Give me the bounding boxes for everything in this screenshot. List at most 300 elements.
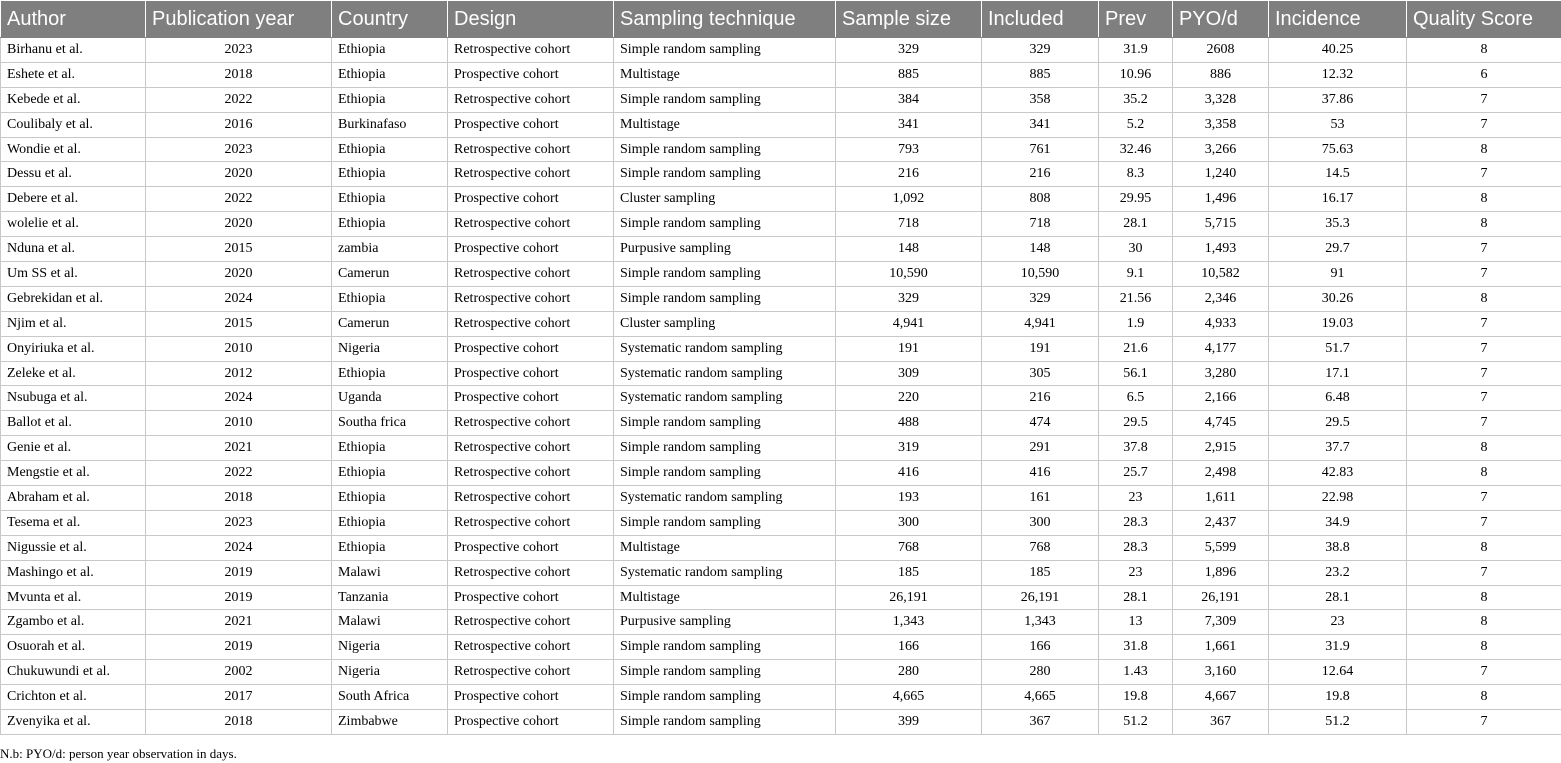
table-row	[1, 685, 1561, 710]
cell-pyo-d: 2,166	[1173, 386, 1269, 411]
cell-sampling-technique: Simple random sampling	[614, 411, 836, 436]
cell-country: Camerun	[332, 262, 448, 287]
cell-quality-score: 7	[1407, 411, 1561, 436]
cell-included: 10,590	[982, 262, 1099, 287]
cell-country: Ethiopia	[332, 162, 448, 187]
cell-author: Nduna et al.	[1, 237, 146, 262]
cell-pyo-d: 1,896	[1173, 560, 1269, 585]
cell-prev: 30	[1099, 237, 1173, 262]
cell-incidence: 23	[1269, 610, 1407, 635]
table-row	[1, 411, 1561, 436]
cell-prev: 5.2	[1099, 112, 1173, 137]
table-row	[1, 237, 1561, 262]
cell-sampling-technique: Systematic random sampling	[614, 486, 836, 511]
cell-prev: 28.1	[1099, 585, 1173, 610]
table-row	[1, 311, 1561, 336]
cell-pyo-d: 7,309	[1173, 610, 1269, 635]
cell-sampling-technique: Multistage	[614, 585, 836, 610]
cell-included: 191	[982, 336, 1099, 361]
cell-country: South Africa	[332, 685, 448, 710]
cell-prev: 23	[1099, 560, 1173, 585]
cell-design: Prospective cohort	[448, 685, 614, 710]
cell-publication-year: 2023	[146, 38, 332, 63]
cell-author: wolelie et al.	[1, 212, 146, 237]
cell-incidence: 19.03	[1269, 311, 1407, 336]
cell-included: 26,191	[982, 585, 1099, 610]
cell-quality-score: 8	[1407, 585, 1561, 610]
cell-sample-size: 4,665	[836, 685, 982, 710]
cell-incidence: 75.63	[1269, 137, 1407, 162]
cell-pyo-d: 3,266	[1173, 137, 1269, 162]
cell-country: Zimbabwe	[332, 710, 448, 735]
cell-design: Retrospective cohort	[448, 486, 614, 511]
cell-sample-size: 10,590	[836, 262, 982, 287]
cell-pyo-d: 2,498	[1173, 461, 1269, 486]
column-header-sample-size: Sample size	[836, 1, 982, 38]
cell-quality-score: 7	[1407, 361, 1561, 386]
cell-quality-score: 7	[1407, 660, 1561, 685]
cell-sample-size: 280	[836, 660, 982, 685]
table-row	[1, 262, 1561, 287]
cell-design: Retrospective cohort	[448, 610, 614, 635]
cell-author: Dessu et al.	[1, 162, 146, 187]
cell-prev: 9.1	[1099, 262, 1173, 287]
cell-pyo-d: 3,280	[1173, 361, 1269, 386]
cell-design: Prospective cohort	[448, 386, 614, 411]
cell-sample-size: 148	[836, 237, 982, 262]
cell-country: Ethiopia	[332, 486, 448, 511]
cell-pyo-d: 2,346	[1173, 286, 1269, 311]
cell-prev: 6.5	[1099, 386, 1173, 411]
cell-included: 329	[982, 38, 1099, 63]
cell-design: Retrospective cohort	[448, 660, 614, 685]
cell-publication-year: 2024	[146, 535, 332, 560]
cell-sample-size: 26,191	[836, 585, 982, 610]
cell-prev: 32.46	[1099, 137, 1173, 162]
cell-country: Nigeria	[332, 336, 448, 361]
cell-pyo-d: 4,745	[1173, 411, 1269, 436]
table-row	[1, 62, 1561, 87]
cell-incidence: 35.3	[1269, 212, 1407, 237]
cell-author: Wondie et al.	[1, 137, 146, 162]
cell-publication-year: 2015	[146, 237, 332, 262]
cell-incidence: 6.48	[1269, 386, 1407, 411]
cell-quality-score: 8	[1407, 610, 1561, 635]
cell-sampling-technique: Simple random sampling	[614, 685, 836, 710]
cell-included: 185	[982, 560, 1099, 585]
cell-included: 161	[982, 486, 1099, 511]
table-row	[1, 510, 1561, 535]
cell-publication-year: 2021	[146, 436, 332, 461]
cell-author: Osuorah et al.	[1, 635, 146, 660]
cell-prev: 21.6	[1099, 336, 1173, 361]
cell-author: Abraham et al.	[1, 486, 146, 511]
cell-quality-score: 8	[1407, 461, 1561, 486]
cell-design: Retrospective cohort	[448, 286, 614, 311]
cell-design: Prospective cohort	[448, 361, 614, 386]
cell-included: 885	[982, 62, 1099, 87]
cell-incidence: 16.17	[1269, 187, 1407, 212]
cell-sampling-technique: Systematic random sampling	[614, 361, 836, 386]
cell-sample-size: 185	[836, 560, 982, 585]
table-row	[1, 386, 1561, 411]
cell-author: Birhanu et al.	[1, 38, 146, 63]
cell-country: Ethiopia	[332, 137, 448, 162]
cell-author: Njim et al.	[1, 311, 146, 336]
cell-pyo-d: 886	[1173, 62, 1269, 87]
cell-sample-size: 216	[836, 162, 982, 187]
cell-publication-year: 2020	[146, 162, 332, 187]
cell-pyo-d: 3,328	[1173, 87, 1269, 112]
cell-pyo-d: 2,915	[1173, 436, 1269, 461]
cell-sampling-technique: Systematic random sampling	[614, 386, 836, 411]
cell-quality-score: 7	[1407, 112, 1561, 137]
cell-country: Nigeria	[332, 660, 448, 685]
cell-design: Retrospective cohort	[448, 560, 614, 585]
cell-sample-size: 399	[836, 710, 982, 735]
cell-included: 216	[982, 162, 1099, 187]
cell-sampling-technique: Systematic random sampling	[614, 336, 836, 361]
cell-included: 416	[982, 461, 1099, 486]
cell-country: Tanzania	[332, 585, 448, 610]
table-row	[1, 187, 1561, 212]
cell-author: Debere et al.	[1, 187, 146, 212]
column-header-country: Country	[332, 1, 448, 38]
cell-sampling-technique: Purpusive sampling	[614, 237, 836, 262]
table-row	[1, 361, 1561, 386]
cell-included: 761	[982, 137, 1099, 162]
cell-sampling-technique: Simple random sampling	[614, 660, 836, 685]
cell-quality-score: 7	[1407, 262, 1561, 287]
cell-prev: 13	[1099, 610, 1173, 635]
table-row	[1, 560, 1561, 585]
cell-design: Prospective cohort	[448, 237, 614, 262]
cell-quality-score: 7	[1407, 162, 1561, 187]
cell-publication-year: 2023	[146, 137, 332, 162]
cell-publication-year: 2018	[146, 62, 332, 87]
table-row	[1, 660, 1561, 685]
column-header-incidence: Incidence	[1269, 1, 1407, 38]
cell-design: Retrospective cohort	[448, 461, 614, 486]
cell-included: 808	[982, 187, 1099, 212]
cell-quality-score: 7	[1407, 510, 1561, 535]
cell-author: Zeleke et al.	[1, 361, 146, 386]
cell-prev: 19.8	[1099, 685, 1173, 710]
cell-sampling-technique: Simple random sampling	[614, 137, 836, 162]
cell-country: Malawi	[332, 560, 448, 585]
cell-design: Retrospective cohort	[448, 137, 614, 162]
cell-sampling-technique: Multistage	[614, 535, 836, 560]
cell-quality-score: 7	[1407, 237, 1561, 262]
cell-country: Uganda	[332, 386, 448, 411]
cell-included: 166	[982, 635, 1099, 660]
cell-prev: 1.9	[1099, 311, 1173, 336]
cell-sample-size: 319	[836, 436, 982, 461]
table-row	[1, 486, 1561, 511]
cell-sample-size: 768	[836, 535, 982, 560]
cell-country: Ethiopia	[332, 461, 448, 486]
cell-sample-size: 1,092	[836, 187, 982, 212]
cell-publication-year: 2023	[146, 510, 332, 535]
cell-incidence: 28.1	[1269, 585, 1407, 610]
cell-incidence: 29.5	[1269, 411, 1407, 436]
cell-sample-size: 384	[836, 87, 982, 112]
cell-incidence: 34.9	[1269, 510, 1407, 535]
cell-included: 280	[982, 660, 1099, 685]
cell-author: Zgambo et al.	[1, 610, 146, 635]
cell-sample-size: 718	[836, 212, 982, 237]
cell-design: Retrospective cohort	[448, 436, 614, 461]
cell-sample-size: 193	[836, 486, 982, 511]
cell-publication-year: 2022	[146, 87, 332, 112]
cell-quality-score: 8	[1407, 212, 1561, 237]
table-row	[1, 137, 1561, 162]
cell-publication-year: 2010	[146, 336, 332, 361]
cell-country: Camerun	[332, 311, 448, 336]
cell-country: Ethiopia	[332, 187, 448, 212]
cell-pyo-d: 4,667	[1173, 685, 1269, 710]
cell-country: Nigeria	[332, 635, 448, 660]
cell-sample-size: 885	[836, 62, 982, 87]
cell-design: Retrospective cohort	[448, 87, 614, 112]
cell-author: Nsubuga et al.	[1, 386, 146, 411]
cell-incidence: 14.5	[1269, 162, 1407, 187]
cell-country: Burkinafaso	[332, 112, 448, 137]
cell-incidence: 30.26	[1269, 286, 1407, 311]
cell-sampling-technique: Simple random sampling	[614, 461, 836, 486]
table-row	[1, 535, 1561, 560]
cell-sampling-technique: Simple random sampling	[614, 38, 836, 63]
cell-author: Mengstie et al.	[1, 461, 146, 486]
cell-design: Retrospective cohort	[448, 212, 614, 237]
cell-incidence: 51.2	[1269, 710, 1407, 735]
cell-publication-year: 2016	[146, 112, 332, 137]
cell-prev: 31.9	[1099, 38, 1173, 63]
cell-sample-size: 300	[836, 510, 982, 535]
cell-incidence: 31.9	[1269, 635, 1407, 660]
cell-publication-year: 2018	[146, 486, 332, 511]
cell-publication-year: 2020	[146, 212, 332, 237]
cell-author: Tesema et al.	[1, 510, 146, 535]
cell-quality-score: 8	[1407, 38, 1561, 63]
cell-sampling-technique: Cluster sampling	[614, 311, 836, 336]
cell-author: Mashingo et al.	[1, 560, 146, 585]
cell-included: 367	[982, 710, 1099, 735]
cell-included: 300	[982, 510, 1099, 535]
cell-sampling-technique: Simple random sampling	[614, 212, 836, 237]
cell-incidence: 37.7	[1269, 436, 1407, 461]
cell-pyo-d: 5,715	[1173, 212, 1269, 237]
cell-sample-size: 220	[836, 386, 982, 411]
cell-included: 4,665	[982, 685, 1099, 710]
cell-incidence: 19.8	[1269, 685, 1407, 710]
table-row	[1, 610, 1561, 635]
cell-country: Ethiopia	[332, 212, 448, 237]
table-row	[1, 212, 1561, 237]
cell-design: Prospective cohort	[448, 336, 614, 361]
cell-publication-year: 2017	[146, 685, 332, 710]
cell-country: Malawi	[332, 610, 448, 635]
cell-prev: 37.8	[1099, 436, 1173, 461]
cell-incidence: 40.25	[1269, 38, 1407, 63]
cell-quality-score: 7	[1407, 87, 1561, 112]
cell-publication-year: 2019	[146, 585, 332, 610]
cell-pyo-d: 2608	[1173, 38, 1269, 63]
cell-quality-score: 8	[1407, 685, 1561, 710]
cell-design: Prospective cohort	[448, 112, 614, 137]
table-row	[1, 286, 1561, 311]
cell-prev: 25.7	[1099, 461, 1173, 486]
cell-prev: 29.95	[1099, 187, 1173, 212]
cell-country: Ethiopia	[332, 510, 448, 535]
column-header-design: Design	[448, 1, 614, 38]
cell-included: 4,941	[982, 311, 1099, 336]
cell-included: 1,343	[982, 610, 1099, 635]
cell-prev: 51.2	[1099, 710, 1173, 735]
table-row	[1, 38, 1561, 63]
cell-design: Retrospective cohort	[448, 635, 614, 660]
cell-quality-score: 6	[1407, 62, 1561, 87]
cell-publication-year: 2022	[146, 187, 332, 212]
cell-incidence: 51.7	[1269, 336, 1407, 361]
cell-included: 216	[982, 386, 1099, 411]
cell-included: 305	[982, 361, 1099, 386]
cell-quality-score: 8	[1407, 187, 1561, 212]
cell-country: zambia	[332, 237, 448, 262]
cell-pyo-d: 4,933	[1173, 311, 1269, 336]
cell-country: Ethiopia	[332, 286, 448, 311]
cell-design: Prospective cohort	[448, 62, 614, 87]
cell-incidence: 23.2	[1269, 560, 1407, 585]
cell-design: Retrospective cohort	[448, 262, 614, 287]
cell-prev: 28.3	[1099, 535, 1173, 560]
cell-quality-score: 8	[1407, 286, 1561, 311]
cell-quality-score: 7	[1407, 311, 1561, 336]
cell-pyo-d: 367	[1173, 710, 1269, 735]
cell-sampling-technique: Purpusive sampling	[614, 610, 836, 635]
table-row	[1, 635, 1561, 660]
cell-sample-size: 309	[836, 361, 982, 386]
cell-sample-size: 341	[836, 112, 982, 137]
cell-author: Eshete et al.	[1, 62, 146, 87]
cell-country: Ethiopia	[332, 62, 448, 87]
cell-prev: 35.2	[1099, 87, 1173, 112]
cell-pyo-d: 5,599	[1173, 535, 1269, 560]
cell-pyo-d: 4,177	[1173, 336, 1269, 361]
cell-included: 718	[982, 212, 1099, 237]
cell-publication-year: 2010	[146, 411, 332, 436]
cell-quality-score: 8	[1407, 535, 1561, 560]
cell-incidence: 42.83	[1269, 461, 1407, 486]
cell-quality-score: 7	[1407, 386, 1561, 411]
cell-sample-size: 166	[836, 635, 982, 660]
header-row	[1, 1, 1561, 38]
cell-prev: 10.96	[1099, 62, 1173, 87]
cell-pyo-d: 26,191	[1173, 585, 1269, 610]
cell-pyo-d: 1,493	[1173, 237, 1269, 262]
cell-design: Prospective cohort	[448, 710, 614, 735]
cell-country: Ethiopia	[332, 361, 448, 386]
cell-sampling-technique: Systematic random sampling	[614, 560, 836, 585]
cell-pyo-d: 1,496	[1173, 187, 1269, 212]
cell-incidence: 29.7	[1269, 237, 1407, 262]
cell-sampling-technique: Multistage	[614, 112, 836, 137]
cell-publication-year: 2018	[146, 710, 332, 735]
cell-prev: 31.8	[1099, 635, 1173, 660]
cell-author: Um SS et al.	[1, 262, 146, 287]
cell-incidence: 22.98	[1269, 486, 1407, 511]
cell-prev: 23	[1099, 486, 1173, 511]
cell-design: Retrospective cohort	[448, 38, 614, 63]
cell-prev: 28.3	[1099, 510, 1173, 535]
cell-country: Southa frica	[332, 411, 448, 436]
column-header-pyo-d: PYO/d	[1173, 1, 1269, 38]
cell-author: Coulibaly et al.	[1, 112, 146, 137]
cell-design: Retrospective cohort	[448, 510, 614, 535]
cell-sample-size: 793	[836, 137, 982, 162]
cell-author: Genie et al.	[1, 436, 146, 461]
cell-author: Ballot et al.	[1, 411, 146, 436]
cell-sample-size: 416	[836, 461, 982, 486]
cell-country: Ethiopia	[332, 87, 448, 112]
cell-design: Prospective cohort	[448, 585, 614, 610]
column-header-publication-year: Publication year	[146, 1, 332, 38]
cell-publication-year: 2022	[146, 461, 332, 486]
cell-pyo-d: 1,661	[1173, 635, 1269, 660]
cell-quality-score: 7	[1407, 336, 1561, 361]
cell-included: 341	[982, 112, 1099, 137]
cell-quality-score: 7	[1407, 710, 1561, 735]
cell-included: 329	[982, 286, 1099, 311]
cell-pyo-d: 1,611	[1173, 486, 1269, 511]
cell-quality-score: 8	[1407, 635, 1561, 660]
cell-country: Ethiopia	[332, 436, 448, 461]
cell-publication-year: 2024	[146, 386, 332, 411]
cell-publication-year: 2002	[146, 660, 332, 685]
cell-publication-year: 2020	[146, 262, 332, 287]
cell-design: Retrospective cohort	[448, 162, 614, 187]
cell-country: Ethiopia	[332, 38, 448, 63]
cell-sample-size: 329	[836, 38, 982, 63]
cell-sampling-technique: Simple random sampling	[614, 87, 836, 112]
cell-included: 768	[982, 535, 1099, 560]
cell-pyo-d: 3,358	[1173, 112, 1269, 137]
cell-pyo-d: 10,582	[1173, 262, 1269, 287]
column-header-sampling-technique: Sampling technique	[614, 1, 836, 38]
cell-included: 291	[982, 436, 1099, 461]
cell-author: Kebede et al.	[1, 87, 146, 112]
table-row	[1, 112, 1561, 137]
cell-prev: 8.3	[1099, 162, 1173, 187]
cell-sampling-technique: Simple random sampling	[614, 635, 836, 660]
cell-sample-size: 191	[836, 336, 982, 361]
table-row	[1, 87, 1561, 112]
table-row	[1, 162, 1561, 187]
cell-prev: 1.43	[1099, 660, 1173, 685]
cell-publication-year: 2021	[146, 610, 332, 635]
cell-sample-size: 329	[836, 286, 982, 311]
cell-author: Zvenyika et al.	[1, 710, 146, 735]
cell-design: Retrospective cohort	[448, 411, 614, 436]
cell-sampling-technique: Simple random sampling	[614, 510, 836, 535]
cell-pyo-d: 3,160	[1173, 660, 1269, 685]
cell-incidence: 12.32	[1269, 62, 1407, 87]
cell-prev: 21.56	[1099, 286, 1173, 311]
table-row	[1, 585, 1561, 610]
cell-incidence: 37.86	[1269, 87, 1407, 112]
cell-quality-score: 8	[1407, 137, 1561, 162]
cell-sampling-technique: Cluster sampling	[614, 187, 836, 212]
